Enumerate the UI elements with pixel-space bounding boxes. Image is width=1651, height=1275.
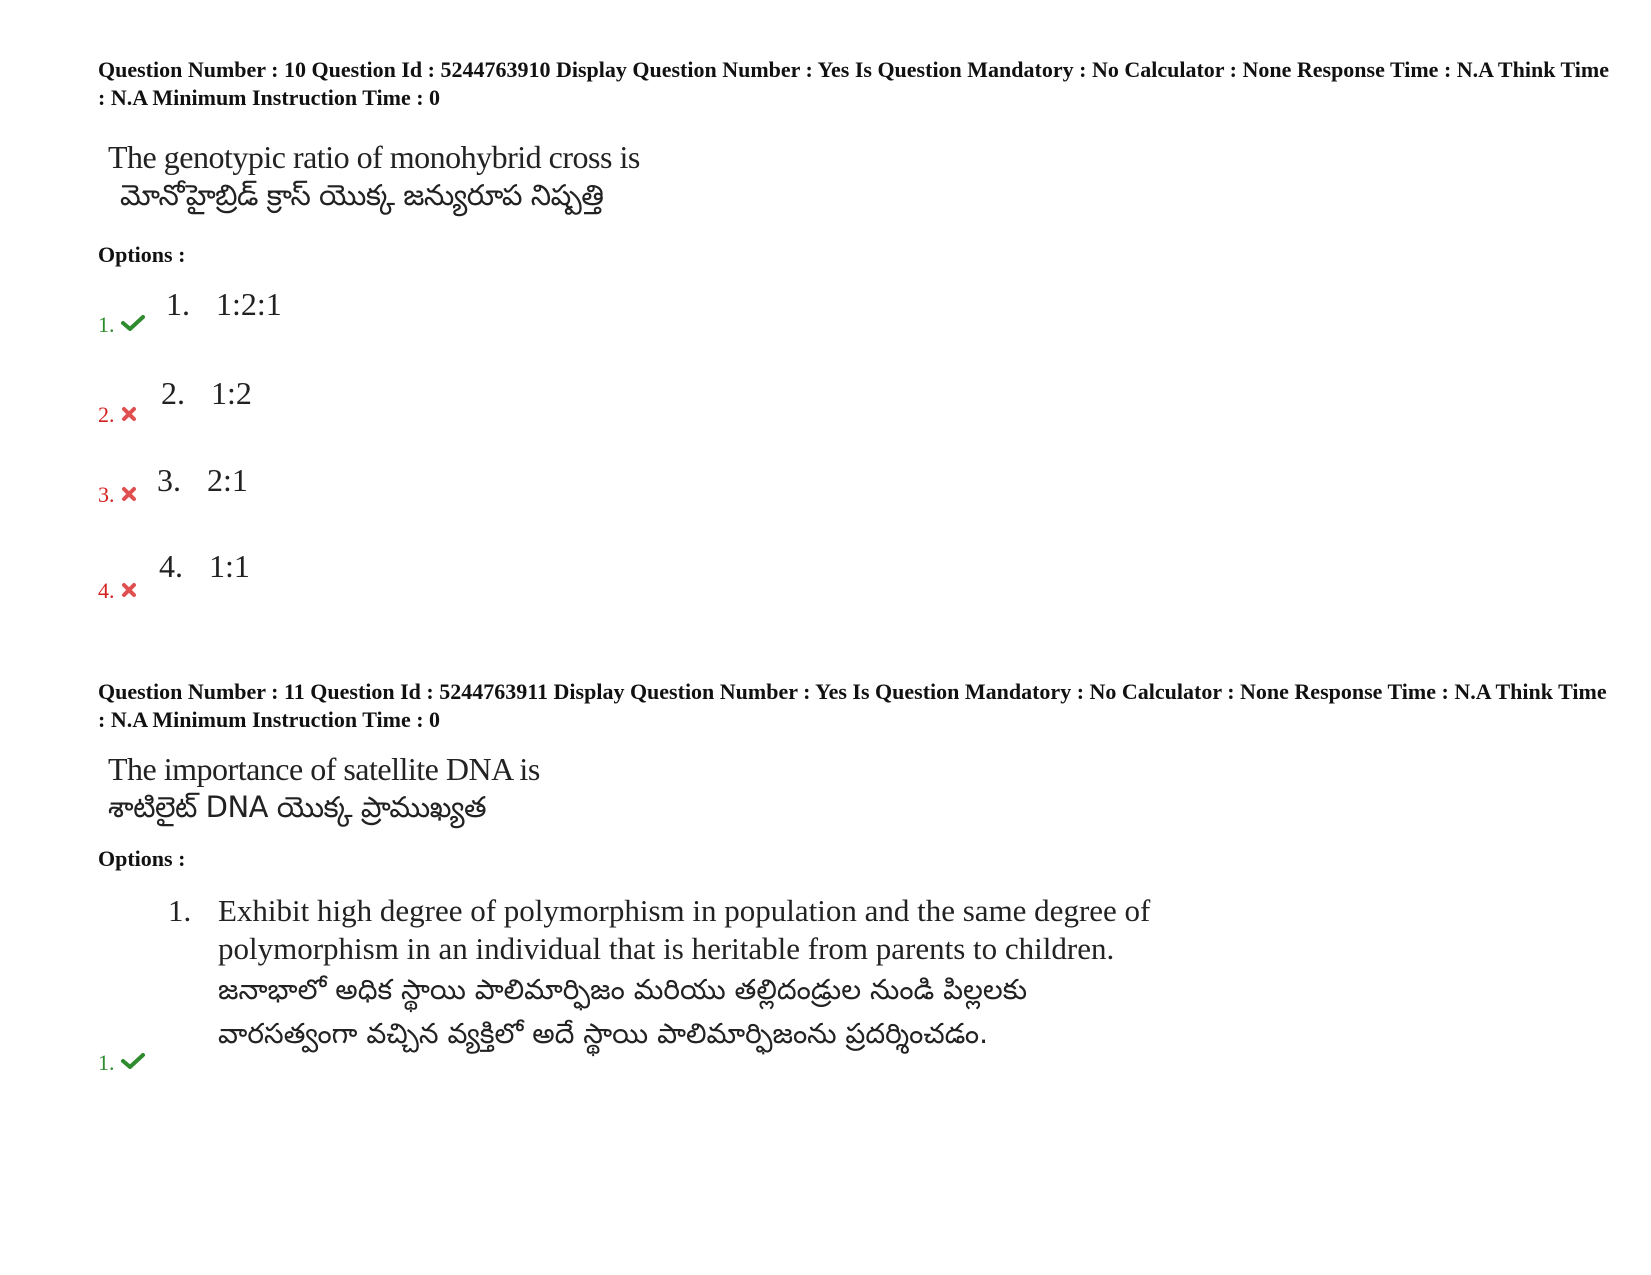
option-number: 3.	[98, 482, 115, 507]
option-text	[157, 462, 248, 499]
question-header: Question Number : 11 Question Id : 5244763911 Display Question Number : Yes Is Question Mandatory : No Calculator : None Response Time : N.A Think Time : N.A Minimum Instruction Time : 0	[98, 679, 1607, 732]
cross-icon	[121, 482, 137, 508]
question-text	[108, 750, 540, 826]
option-value: 1:2:1	[216, 286, 282, 322]
check-icon	[121, 312, 145, 338]
option-number: 4.	[98, 578, 115, 603]
question-header: Question Number : 10 Question Id : 5244763910 Display Question Number : Yes Is Question Mandatory : No Calculator : None Response Time : N.A Think Time : N.A Minimum Instruction Time : 0	[98, 57, 1610, 110]
option-index: 1.	[168, 893, 192, 928]
question-text-te: శాటిలైట్ DNA యొక్క ప్రాముఖ్యత	[108, 790, 487, 824]
option-number: 1.	[98, 312, 115, 337]
option-text	[168, 892, 1398, 1056]
option-value: 2:1	[207, 462, 248, 498]
option-number: 1.	[98, 1050, 115, 1075]
option-index: 4.	[159, 548, 183, 584]
option-marker	[98, 1050, 145, 1076]
question-text-en: The genotypic ratio of monohybrid cross is	[108, 139, 640, 175]
question-text-te: మోనోహైబ్రిడ్ క్రాస్ యొక్క జన్యురూప నిష్పత్తి	[120, 178, 604, 212]
option-text	[166, 286, 282, 323]
option-index: 3.	[157, 462, 181, 498]
option-index: 1.	[166, 286, 190, 322]
option-value: 1:1	[209, 548, 250, 584]
option-text-en-line: Exhibit high degree of polymorphism in population and the same degree of	[218, 893, 1151, 928]
option-text-en-line: polymorphism in an individual that is heritable from parents to children.	[218, 931, 1115, 966]
option-text-te-line: జనాభాలో అధిక స్థాయి పాలిమార్ఫిజం మరియు తల్లిదండ్రుల నుండి పిల్లలకు	[218, 973, 1028, 1006]
option-marker	[98, 578, 137, 604]
option-index: 2.	[161, 375, 185, 411]
option-value: 1:2	[211, 375, 252, 411]
cross-icon	[121, 402, 137, 428]
option-marker	[98, 312, 145, 338]
option-text	[159, 548, 250, 585]
question-text	[108, 138, 640, 214]
option-marker	[98, 402, 137, 428]
question-text-en: The importance of satellite DNA is	[108, 751, 540, 787]
cross-icon	[121, 578, 137, 604]
option-marker	[98, 482, 137, 508]
option-text	[161, 375, 252, 412]
option-text-te-line: వారసత్వంగా వచ్చిన వ్యక్తిలో అదే స్థాయి పాలిమార్ఫిజంను ప్రదర్శించడం.	[218, 1017, 989, 1050]
check-icon	[121, 1050, 145, 1076]
options-label: Options :	[98, 242, 186, 267]
options-label: Options :	[98, 846, 186, 871]
option-number: 2.	[98, 402, 115, 427]
